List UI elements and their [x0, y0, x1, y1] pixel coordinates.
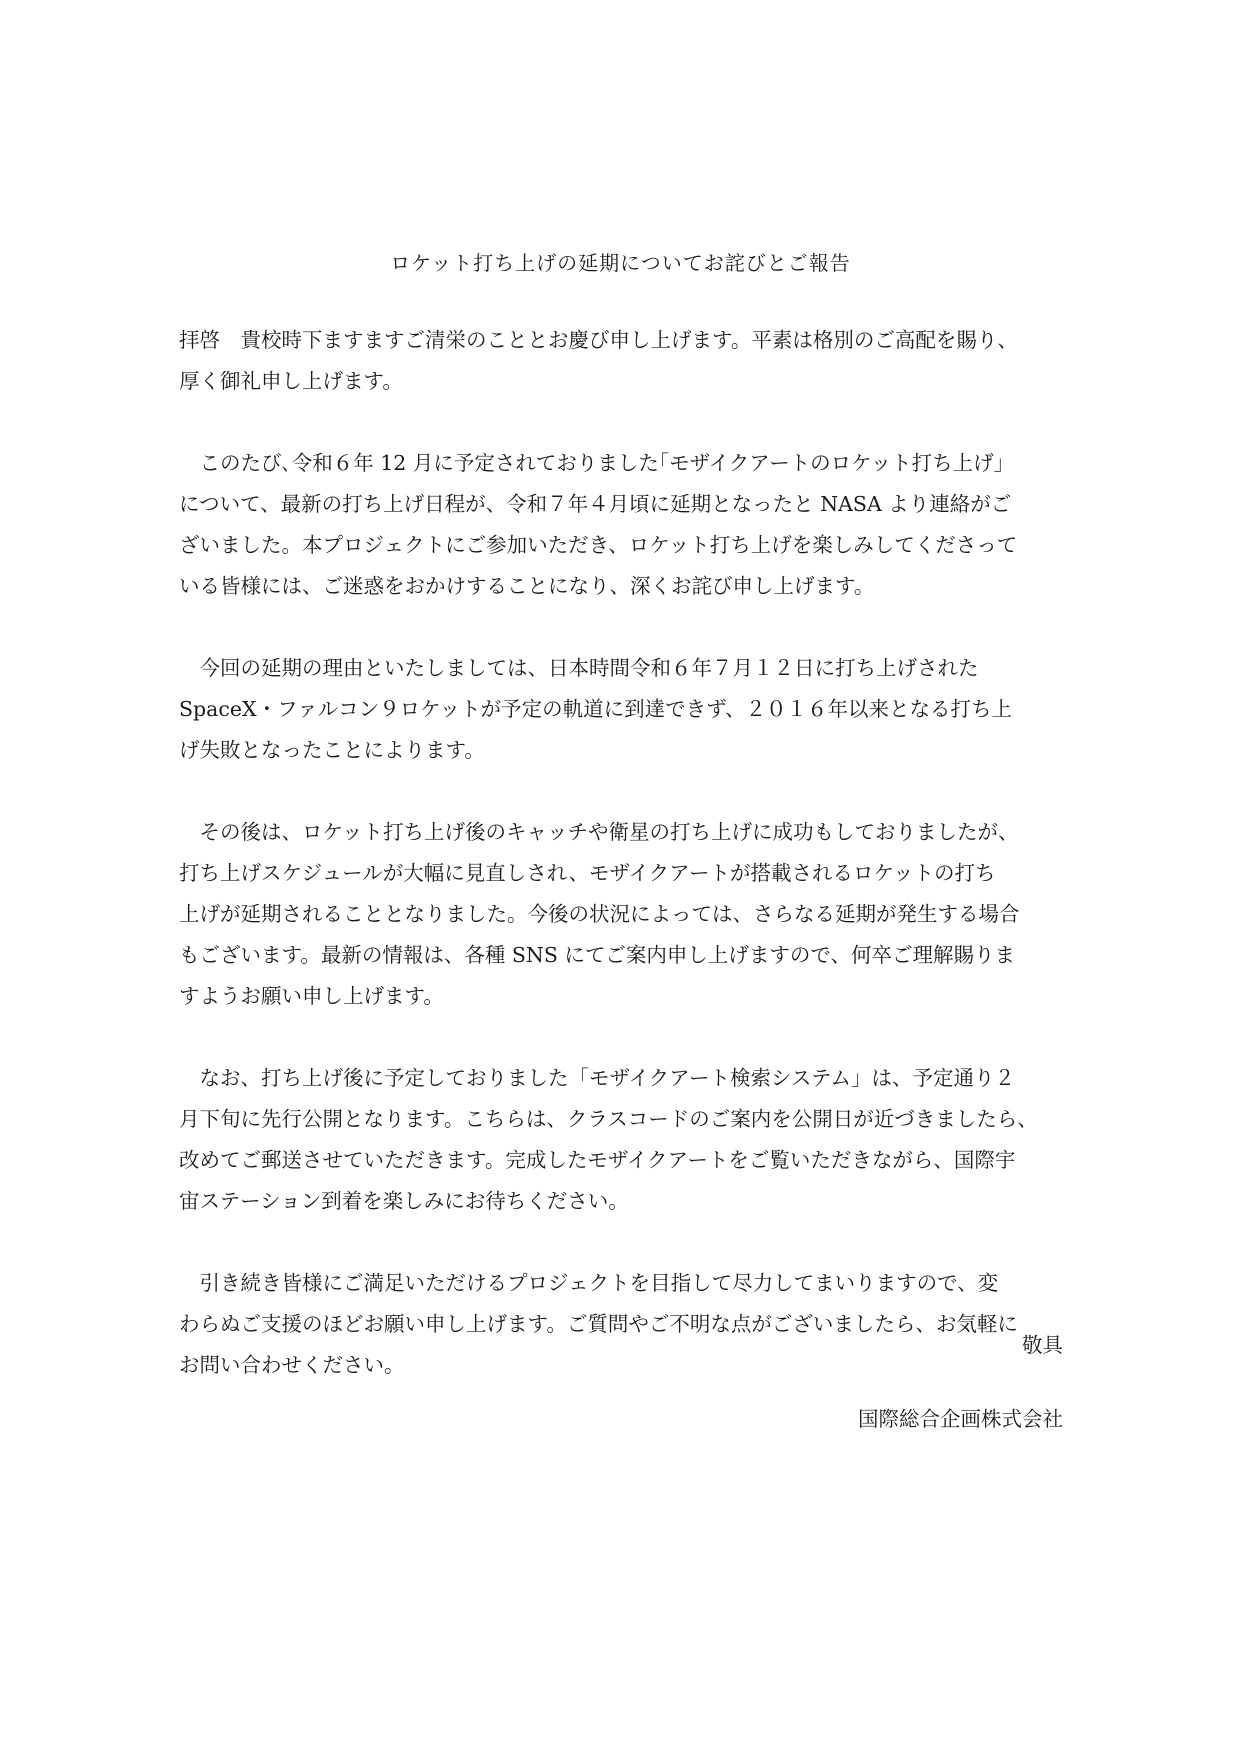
paragraph-line: わらぬご支援のほどお願い申し上げます。ご質問やご不明な点がございましたら、お気軽に	[179, 1312, 1018, 1336]
paragraph-line: について、最新の打ち上げ日程が、令和７年４月頃に延期となったと NASA より連絡がご	[179, 492, 1012, 516]
paragraph-line: 改めてご郵送させていただきます。完成したモザイクアートをご覧いただきながら、国際宇	[179, 1148, 1016, 1172]
paragraph-line: 打ち上げスケジュールが大幅に見直しされ、モザイクアートが搭載されるロケットの打ち	[179, 861, 996, 885]
paragraph-line: 厚く御礼申し上げます。	[179, 369, 403, 393]
paragraph-reason	[179, 648, 1063, 771]
document-title: ロケット打ち上げの延期についてお詫びとご報告	[390, 251, 851, 275]
paragraph-line: その後は、ロケット打ち上げ後のキャッチや衛星の打ち上げに成功もしておりましたが、	[179, 820, 1019, 844]
paragraph-postponement-notice	[179, 443, 1063, 607]
paragraph-line: 月下旬に先行公開となります。こちらは、クラスコードのご案内を公開日が近づきましたら、	[179, 1107, 1038, 1131]
paragraph-line: げ失敗となったことによります。	[179, 738, 485, 762]
paragraph-closing-request	[179, 1263, 1063, 1386]
paragraph-line: 今回の延期の理由といたしましては、日本時間令和６年７月１２日に打ち上げされた	[179, 656, 979, 680]
paragraph-line: SpaceX・ファルコン９ロケットが予定の軌道に到達できず、２０１６年以来となる打ち上	[179, 697, 1013, 721]
paragraph-line: このたび､令和６年 12 月に予定されておりました｢モザイクアートのロケット打ち上げ｣	[179, 451, 1004, 475]
paragraph-line: いる皆様には、ご迷惑をおかけすることになり、深くお詫び申し上げます。	[179, 574, 875, 598]
paragraph-line: 上げが延期されることとなりました。今後の状況によっては、さらなる延期が発生する場合	[179, 902, 1020, 926]
paragraph-line: すようお願い申し上げます。	[179, 984, 444, 1008]
paragraph-greeting	[179, 320, 1063, 402]
company-name: 国際総合企画株式会社	[858, 1407, 1063, 1431]
letter-body	[179, 320, 1063, 1427]
paragraph-line: 引き続き皆様にご満足いただけるプロジェクトを目指して尽力してまいりますので、変	[179, 1271, 999, 1295]
paragraph-line: もございます。最新の情報は、各種 SNS にてご案内申し上げますので、何卒ご理解賜りま	[179, 943, 1016, 967]
paragraph-line: 宙ステーション到着を楽しみにお待ちください。	[179, 1189, 629, 1213]
paragraph-schedule-update	[179, 812, 1063, 1017]
closing-salutation: 敬具	[1022, 1333, 1063, 1357]
paragraph-line: なお、打ち上げ後に予定しておりました「モザイクアート検索システム」は、予定通り２	[179, 1066, 1015, 1090]
paragraph-line: お問い合わせください。	[179, 1353, 405, 1377]
paragraph-line: 拝啓 貴校時下ますますご清栄のこととお慶び申し上げます。平素は格別のご高配を賜り、	[179, 328, 1018, 352]
paragraph-search-system	[179, 1058, 1063, 1222]
paragraph-line: ざいました。本プロジェクトにご参加いただき、ロケット打ち上げを楽しみしてくださって	[179, 533, 1018, 557]
